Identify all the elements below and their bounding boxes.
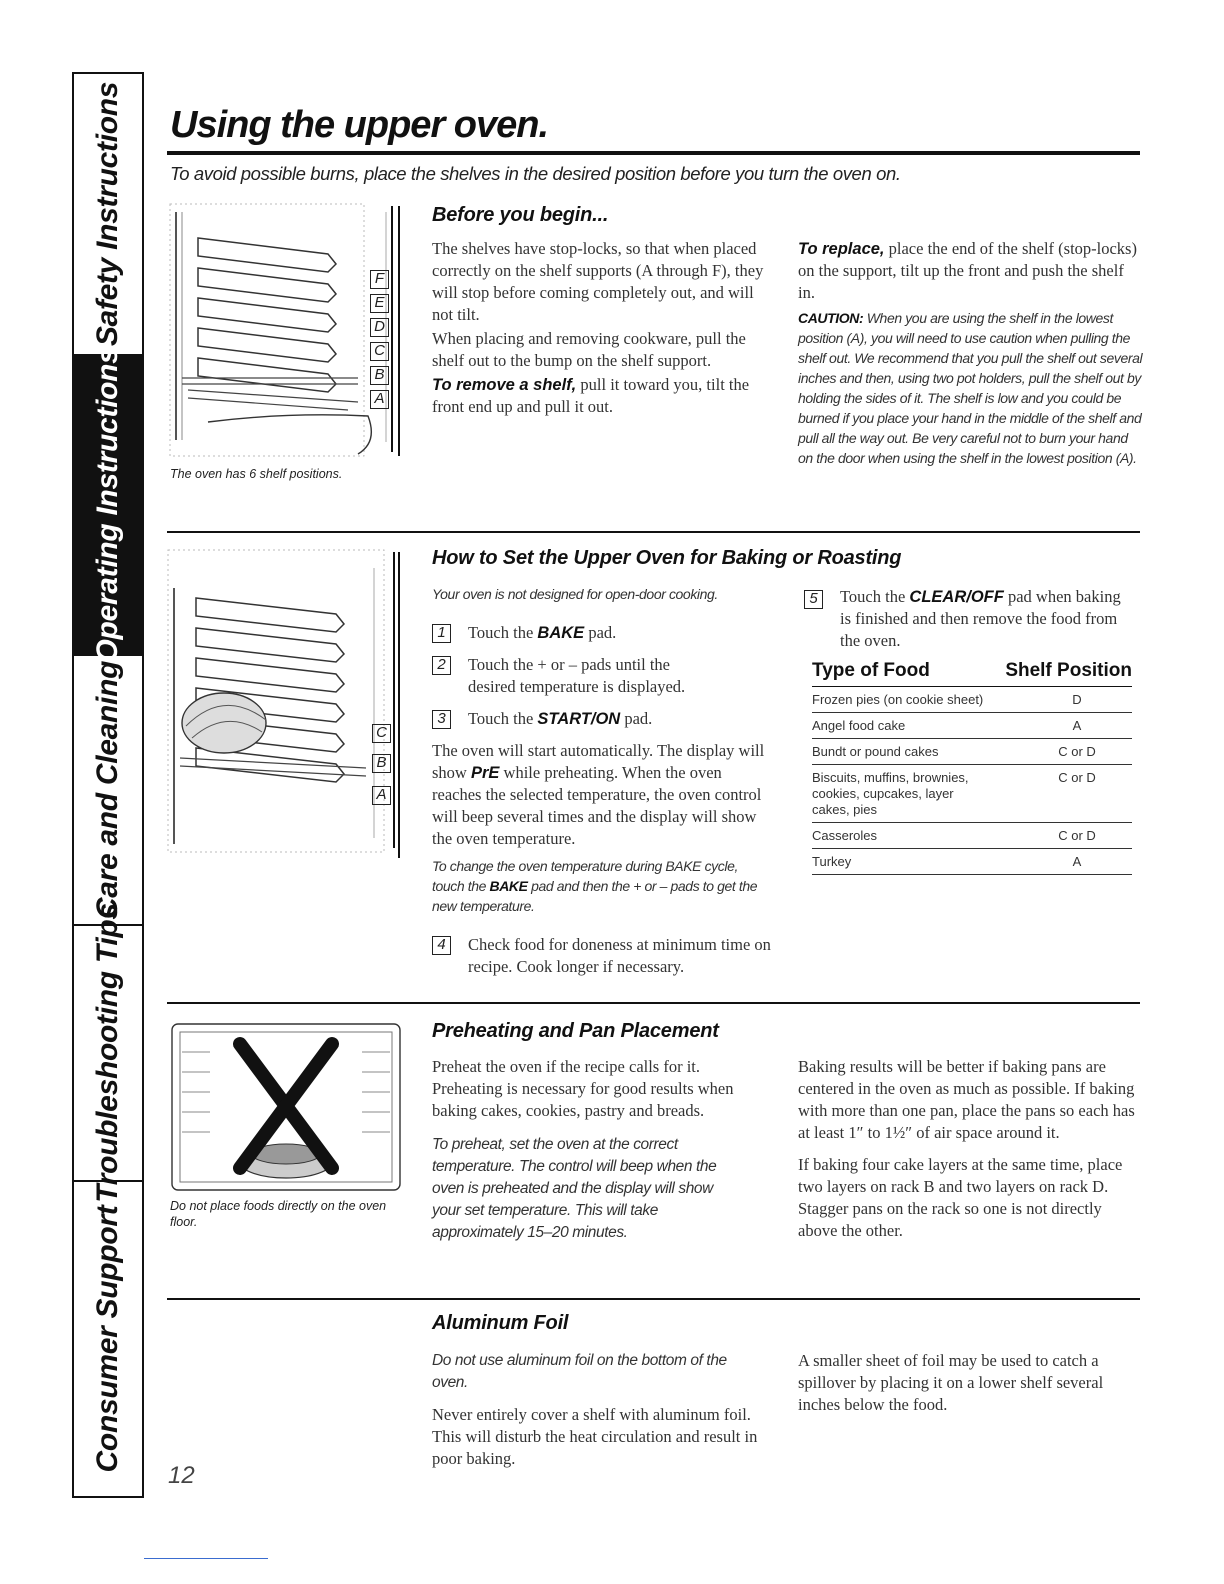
section-tab-bar	[72, 72, 144, 1498]
shelf-label-e: E	[370, 294, 389, 313]
tab-consumer-support[interactable]	[74, 1182, 142, 1496]
section-heading-preheat: Preheating and Pan Placement	[432, 1020, 719, 1042]
table-row	[812, 823, 1132, 849]
shelf-cell: C or D	[1058, 770, 1096, 785]
table-row	[812, 713, 1132, 739]
step-text-post: pad.	[584, 623, 617, 642]
foil-note: Do not use aluminum foil on the bottom of the oven.	[432, 1352, 727, 1391]
shelf-label-d: D	[370, 318, 389, 337]
step-text	[840, 586, 1135, 652]
pan-placement-paragraph: Baking results will be better if baking pans are centered in the oven as much as possible. If baking with more than one pan, place the pans so each has at least 1″ to 1½″ of air space around it.	[798, 1057, 1135, 1142]
tab-label: Consumer Support	[91, 1205, 124, 1473]
baking-left-column	[432, 584, 772, 984]
step-text: Check food for doneness at minimum time on recipe. Cook longer if necessary.	[468, 935, 771, 976]
replace-shelf-paragraph	[798, 238, 1143, 304]
replace-shelf-label: To replace,	[798, 240, 885, 258]
section-rule	[167, 531, 1140, 533]
before-right-column	[798, 238, 1143, 468]
food-cell: Bundt or pound cakes	[812, 744, 939, 759]
start-on-pad-label: START/ON	[537, 710, 621, 728]
step-text-pre: Touch the	[468, 623, 538, 642]
page-subtitle: To avoid possible burns, place the shelves in the desired position before you turn the oven on.	[170, 163, 901, 184]
page-number: 12	[168, 1462, 195, 1489]
footer-line	[144, 1558, 268, 1559]
food-cell: Biscuits, muffins, brownies, cookies, cupcakes, layer cakes, pies	[812, 770, 969, 817]
illustration-caption: Do not place foods directly on the oven floor.	[170, 1199, 387, 1229]
foil-left-column	[432, 1350, 772, 1470]
baking-right-column	[804, 586, 1139, 650]
preheat-instruction: To preheat, set the oven at the correct temperature. The control will beep when the oven is preheated and the display will show your set temperature. This will take approximately 15–20 minutes.	[432, 1136, 717, 1241]
tab-label: Troubleshooting Tips	[91, 903, 124, 1203]
cake-layers-paragraph: If baking four cake layers at the same time, place two layers on rack B and two layers on rack D. Stagger pans on the rack so one is not directly above the other.	[798, 1155, 1123, 1240]
section-rule	[167, 1298, 1140, 1300]
tab-label: Operating Instructions	[91, 347, 124, 663]
step-number: 2	[432, 656, 451, 675]
shelf-label-a: A	[370, 390, 389, 409]
tab-operating-instructions[interactable]	[74, 347, 142, 663]
shelf-label-a: A	[372, 786, 391, 805]
before-paragraph: The shelves have stop-locks, so that when placed correctly on the shelf supports (A through F), they will stop before coming completely out, and will not tilt.	[432, 239, 764, 324]
tab-label: Care and Cleaning	[91, 660, 124, 920]
auto-start-text: The oven will start automatically. The display will show	[432, 741, 765, 782]
clear-off-pad-label: CLEAR/OFF	[909, 588, 1004, 606]
baking-note: Your oven is not designed for open-door cooking.	[432, 586, 718, 602]
section-heading-baking: How to Set the Upper Oven for Baking or Roasting	[432, 547, 902, 569]
change-temp-paragraph	[432, 856, 772, 916]
step-number: 4	[432, 936, 451, 955]
shelf-cell: C or D	[1058, 744, 1096, 759]
shelf-cell: A	[1072, 854, 1082, 869]
table-row	[812, 849, 1132, 875]
page-title: Using the upper oven.	[170, 104, 549, 146]
before-paragraph: When placing and removing cookware, pull the shelf out to the bump on the shelf support.	[432, 329, 746, 370]
caution-label: CAUTION:	[798, 310, 864, 326]
foil-paragraph: A smaller sheet of foil may be used to catch a spillover by placing it on a lower shelf several inches below the food.	[798, 1351, 1104, 1414]
shelf-label-b: B	[372, 754, 391, 773]
shelf-cell: A	[1072, 718, 1082, 733]
shelf-label-c: C	[372, 724, 391, 743]
auto-start-text-post: while preheating. When the oven reaches the selected temperature, the oven control will beep several times and the display will show the oven temperature.	[432, 763, 762, 848]
foil-right-column	[798, 1350, 1118, 1416]
table-row	[812, 739, 1132, 765]
before-left-column	[432, 238, 767, 418]
step-number: 3	[432, 710, 451, 729]
food-cell: Angel food cake	[812, 718, 906, 733]
column-header-food: Type of Food	[812, 660, 930, 681]
step-number: 1	[432, 624, 451, 643]
table-row	[812, 765, 1132, 823]
shelf-position-table	[812, 660, 1132, 875]
table-header	[812, 660, 1132, 687]
step-text: Touch the + or – pads until the desired temperature is displayed.	[468, 655, 686, 696]
step-text	[468, 622, 758, 644]
illustration-divider	[398, 552, 400, 858]
step-number: 5	[804, 590, 823, 609]
preheat-paragraph: Preheat the oven if the recipe calls for it. Preheating is necessary for good results when baking cakes, cookies, pastry and breads.	[432, 1057, 734, 1120]
change-temp-text-post: pad and then the + or – pads to get the new temperature.	[432, 878, 758, 914]
tab-label: Safety Instructions	[91, 81, 124, 347]
tab-safety-instructions[interactable]	[74, 74, 142, 356]
step-text-pre: Touch the	[468, 709, 538, 728]
change-temp-text: To change the oven temperature during BAKE cycle, touch the	[432, 858, 738, 894]
shelf-label-f: F	[370, 270, 389, 289]
auto-start-paragraph	[432, 740, 772, 850]
section-heading-before: Before you begin...	[432, 204, 609, 226]
shelf-cell: D	[1072, 692, 1082, 707]
step-text-post: pad when baking is finished and then remove the food from the oven.	[840, 587, 1121, 650]
shelf-label-b: B	[370, 366, 389, 385]
illustration-oven-with-bread	[166, 548, 398, 858]
food-cell: Casseroles	[812, 828, 878, 843]
bake-pad-label: BAKE	[537, 624, 585, 642]
shelf-label-c: C	[370, 342, 389, 361]
step-text-pre: Touch the	[840, 587, 910, 606]
preheat-left-column	[432, 1056, 772, 1244]
foil-paragraph: Never entirely cover a shelf with aluminum foil. This will disturb the heat circulation and result in poor baking.	[432, 1405, 758, 1468]
section-heading-foil: Aluminum Foil	[432, 1312, 569, 1334]
remove-shelf-paragraph	[432, 374, 767, 418]
food-cell: Frozen pies (on cookie sheet)	[812, 692, 984, 707]
tab-troubleshooting-tips[interactable]	[74, 903, 142, 1203]
bake-pad-label: BAKE	[489, 878, 528, 894]
title-rule	[167, 151, 1140, 155]
table-row	[812, 687, 1132, 713]
illustration-oven-shelves	[168, 202, 400, 464]
column-header-shelf: Shelf Position	[1005, 660, 1132, 681]
food-cell: Turkey	[812, 854, 852, 869]
caution-text: When you are using the shelf in the lowest position (A), you will need to use caution when pulling the shelf out. We recommend that you pull the shelf out several inches and then, using two pot holders, pull the shelf out by holding the sides of it. The shelf is low and you could be burned if you place your hand in the middle of the shelf and pull all the way out. Be very careful not to burn your hand on the door when using the shelf in the lowest position (A).	[798, 310, 1143, 466]
pre-display-label: PrE	[470, 764, 500, 782]
tab-care-and-cleaning[interactable]	[74, 656, 142, 926]
preheat-right-column	[798, 1056, 1143, 1242]
step-text-post: pad.	[620, 709, 653, 728]
shelf-cell: C or D	[1058, 828, 1096, 843]
caution-paragraph	[798, 308, 1143, 468]
remove-shelf-label: To remove a shelf,	[432, 376, 577, 394]
section-rule	[167, 1002, 1140, 1004]
illustration-oven-floor-warning	[170, 1022, 402, 1194]
replace-shelf-text: place the end of the shelf (stop-locks) on the support, tilt up the front and push the shelf in.	[798, 239, 1137, 302]
remove-shelf-text: pull it toward you, tilt the front end up and pull it out.	[432, 375, 750, 416]
step-text	[468, 708, 758, 730]
illustration-caption: The oven has 6 shelf positions.	[170, 467, 343, 481]
illustration-divider	[398, 206, 400, 456]
